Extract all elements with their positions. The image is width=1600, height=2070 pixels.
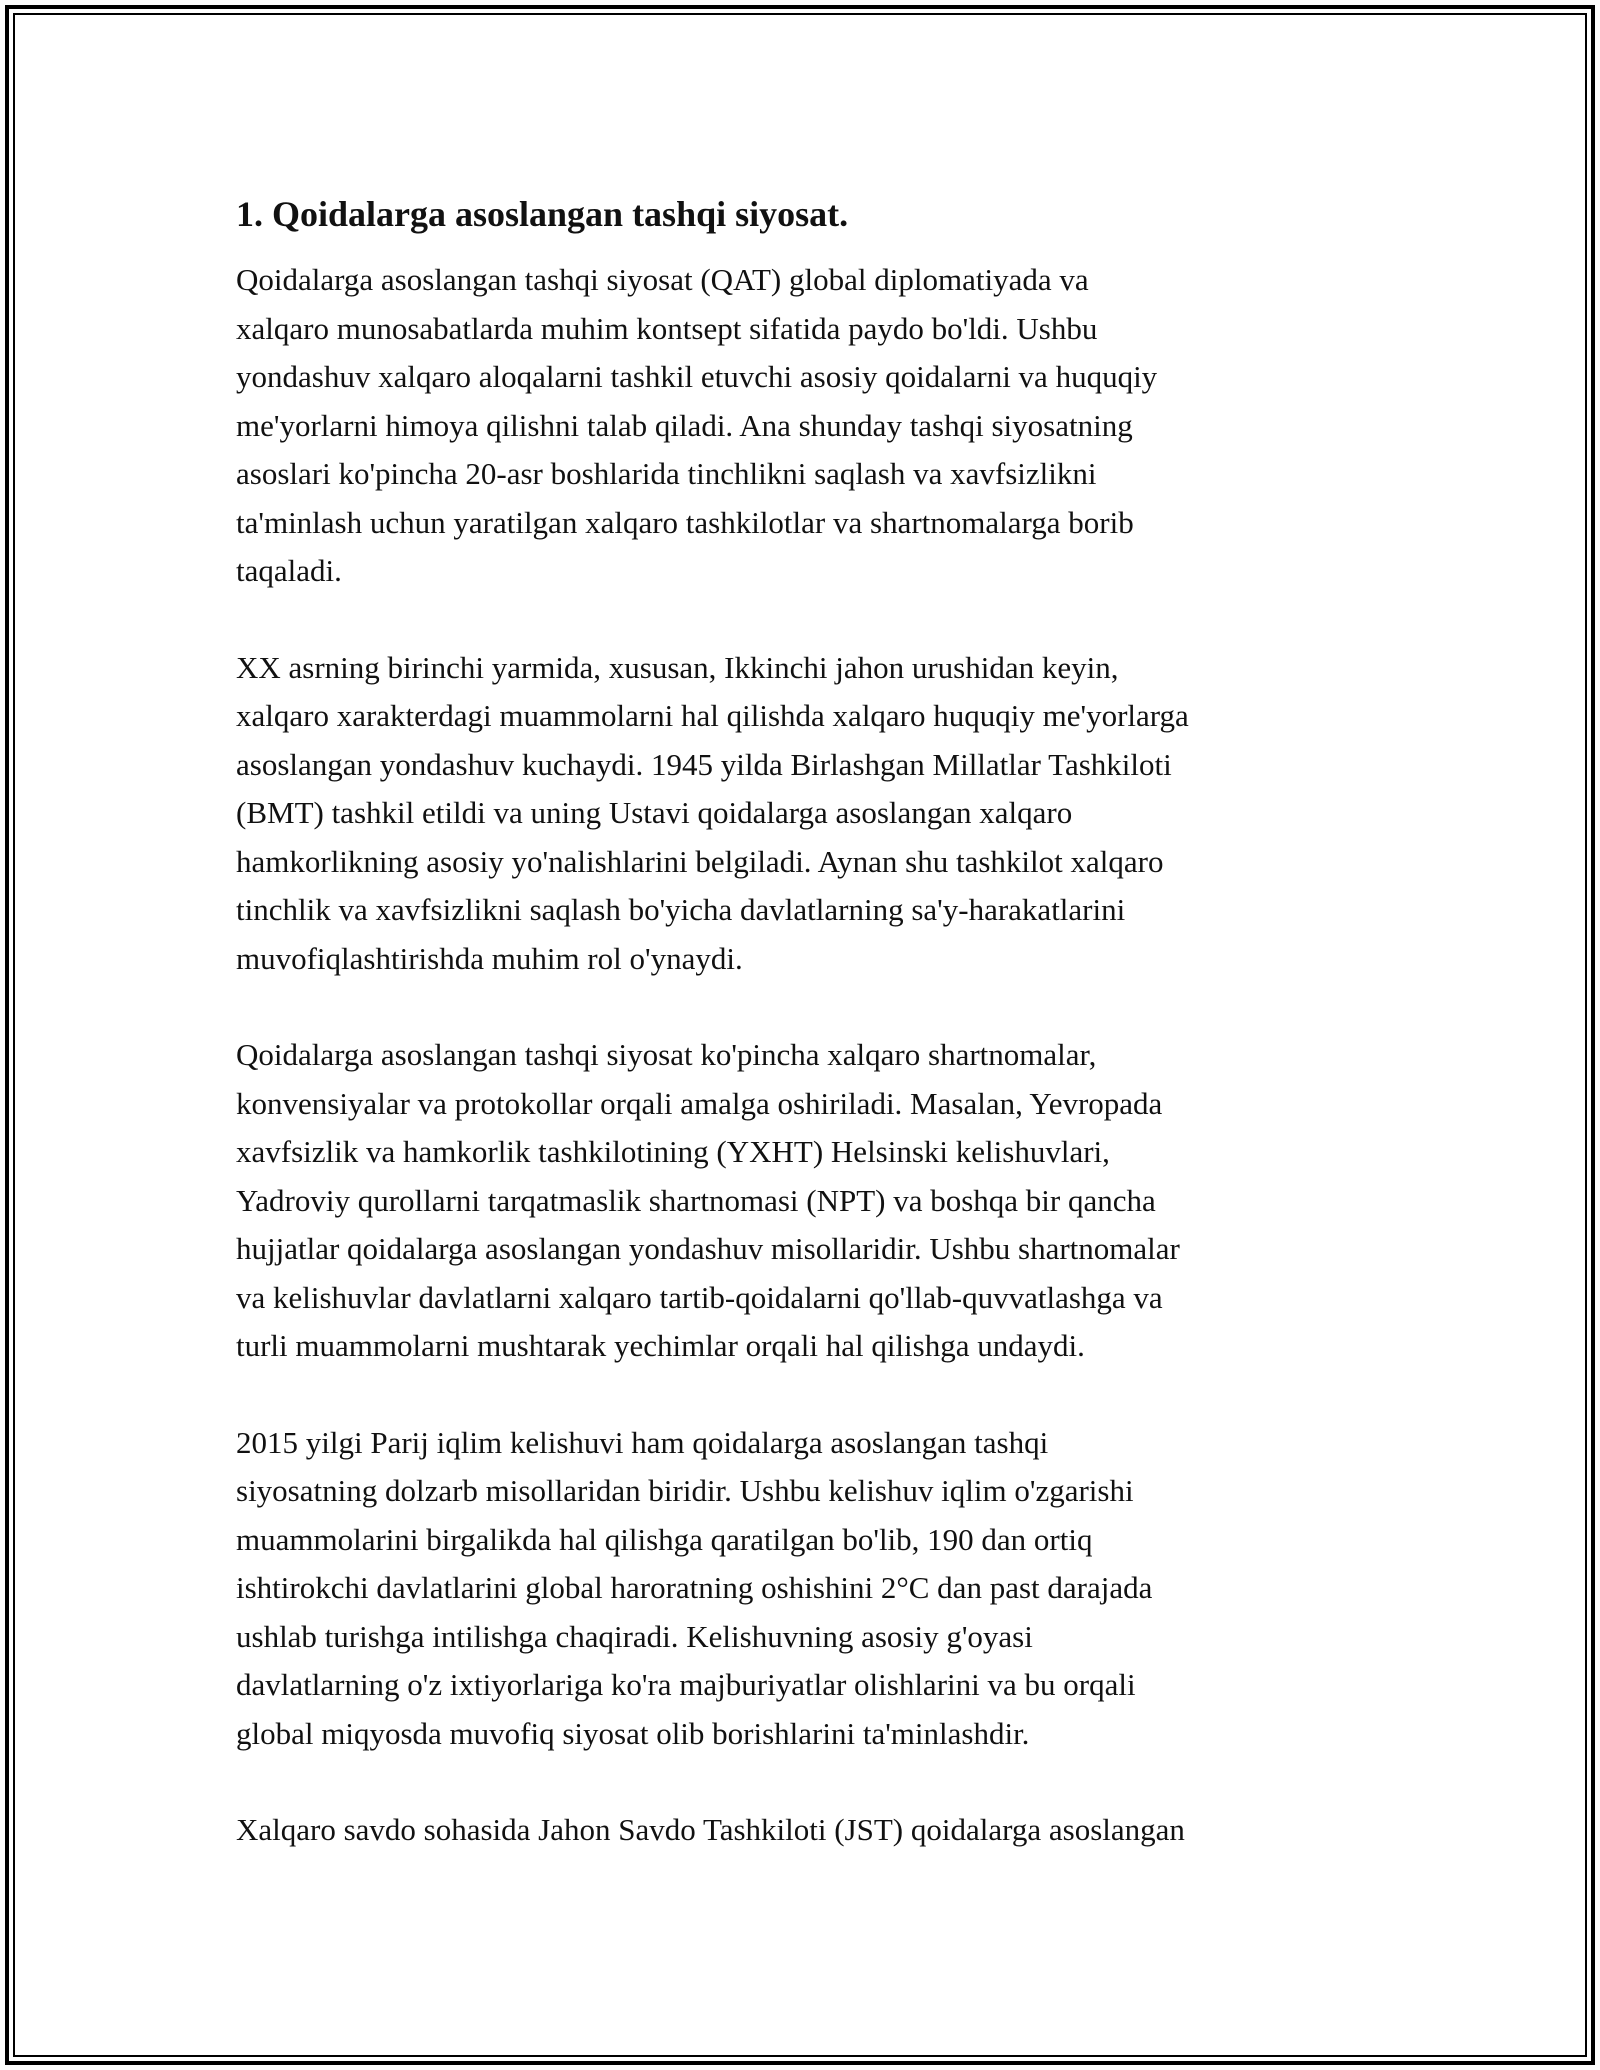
paragraph-2: XX asrning birinchi yarmida, xususan, Ikkinchi jahon urushidan keyin, xalqaro xarakterdagi muammolarni hal qilishda xalqaro huquqiy me'yorlarga asoslangan yondashuv kuchaydi. 1945 yilda Birlashgan Millatlar Tashkiloti (BMT) tashkil etildi va uning Ustavi qoidalarga asoslangan xalqaro hamkorlikning asosiy yo'nalishlarini belgiladi. Aynan shu tashkilot xalqaro tinchlik va xavfsizlikni saqlash bo'yicha davlatlarning sa'y-harakatlarini muvofiqlashtirishda muhim rol o'ynaydi. xyxy=(236,649,1189,976)
section-heading: 1. Qoidalarga asoslangan tashqi siyosat. xyxy=(236,194,849,234)
paragraph-1: Qoidalarga asoslangan tashqi siyosat (QAT) global diplomatiyada va xalqaro munosabatlarda muhim kontsept sifatida paydo bo'ldi. Ushbu yondashuv xalqaro aloqalarni tashkil etuvchi asosiy qoidalarni va huquqiy me'yorlarni himoya qilishni talab qiladi. Ana shunday tashqi siyosatning asoslari ko'pincha 20-asr boshlarida tinchlikni saqlash va xavfsizlikni ta'minlash uchun yaratilgan xalqaro tashkilotlar va shartnomalarga borib taqaladi. xyxy=(236,262,1158,588)
paragraph-4: 2015 yilgi Parij iqlim kelishuvi ham qoidalarga asoslangan tashqi siyosatning dolzarb misollaridan biridir. Ushbu kelishuv iqlim o'zgarishi muammolarini birgalikda hal qilishga qaratilgan bo'lib, 190 dan ortiq ishtirokchi davlatlarini global haroratning oshishini 2°C dan past darajada ushlab turishga intilishga chaqiradi. Kelishuvning asosiy g'oyasi davlatlarning o'z ixtiyorlariga ko'ra majburiyatlar olishlarini va bu orqali global miqyosda muvofiq siyosat olib borishlarini ta'minlashdir. xyxy=(236,1424,1153,1751)
paragraph-5: Xalqaro savdo sohasida Jahon Savdo Tashkiloti (JST) qoidalarga asoslangan xyxy=(236,1812,1185,1847)
document-page xyxy=(236,190,1386,1855)
paragraph-3: Qoidalarga asoslangan tashqi siyosat ko'pincha xalqaro shartnomalar, konvensiyalar va protokollar orqali amalga oshiriladi. Masalan, Yevropada xavfsizlik va hamkorlik tashkilotining (YXHT) Helsinski kelishuvlari, Yadroviy qurollarni tarqatmaslik shartnomasi (NPT) va boshqa bir qancha hujjatlar qoidalarga asoslangan yondashuv misollaridir. Ushbu shartnomalar va kelishuvlar davlatlarni xalqaro tartib-qoidalarni qo'llab-quvvatlashga va turli muammolarni mushtarak yechimlar orqali hal qilishga undaydi. xyxy=(236,1037,1180,1363)
